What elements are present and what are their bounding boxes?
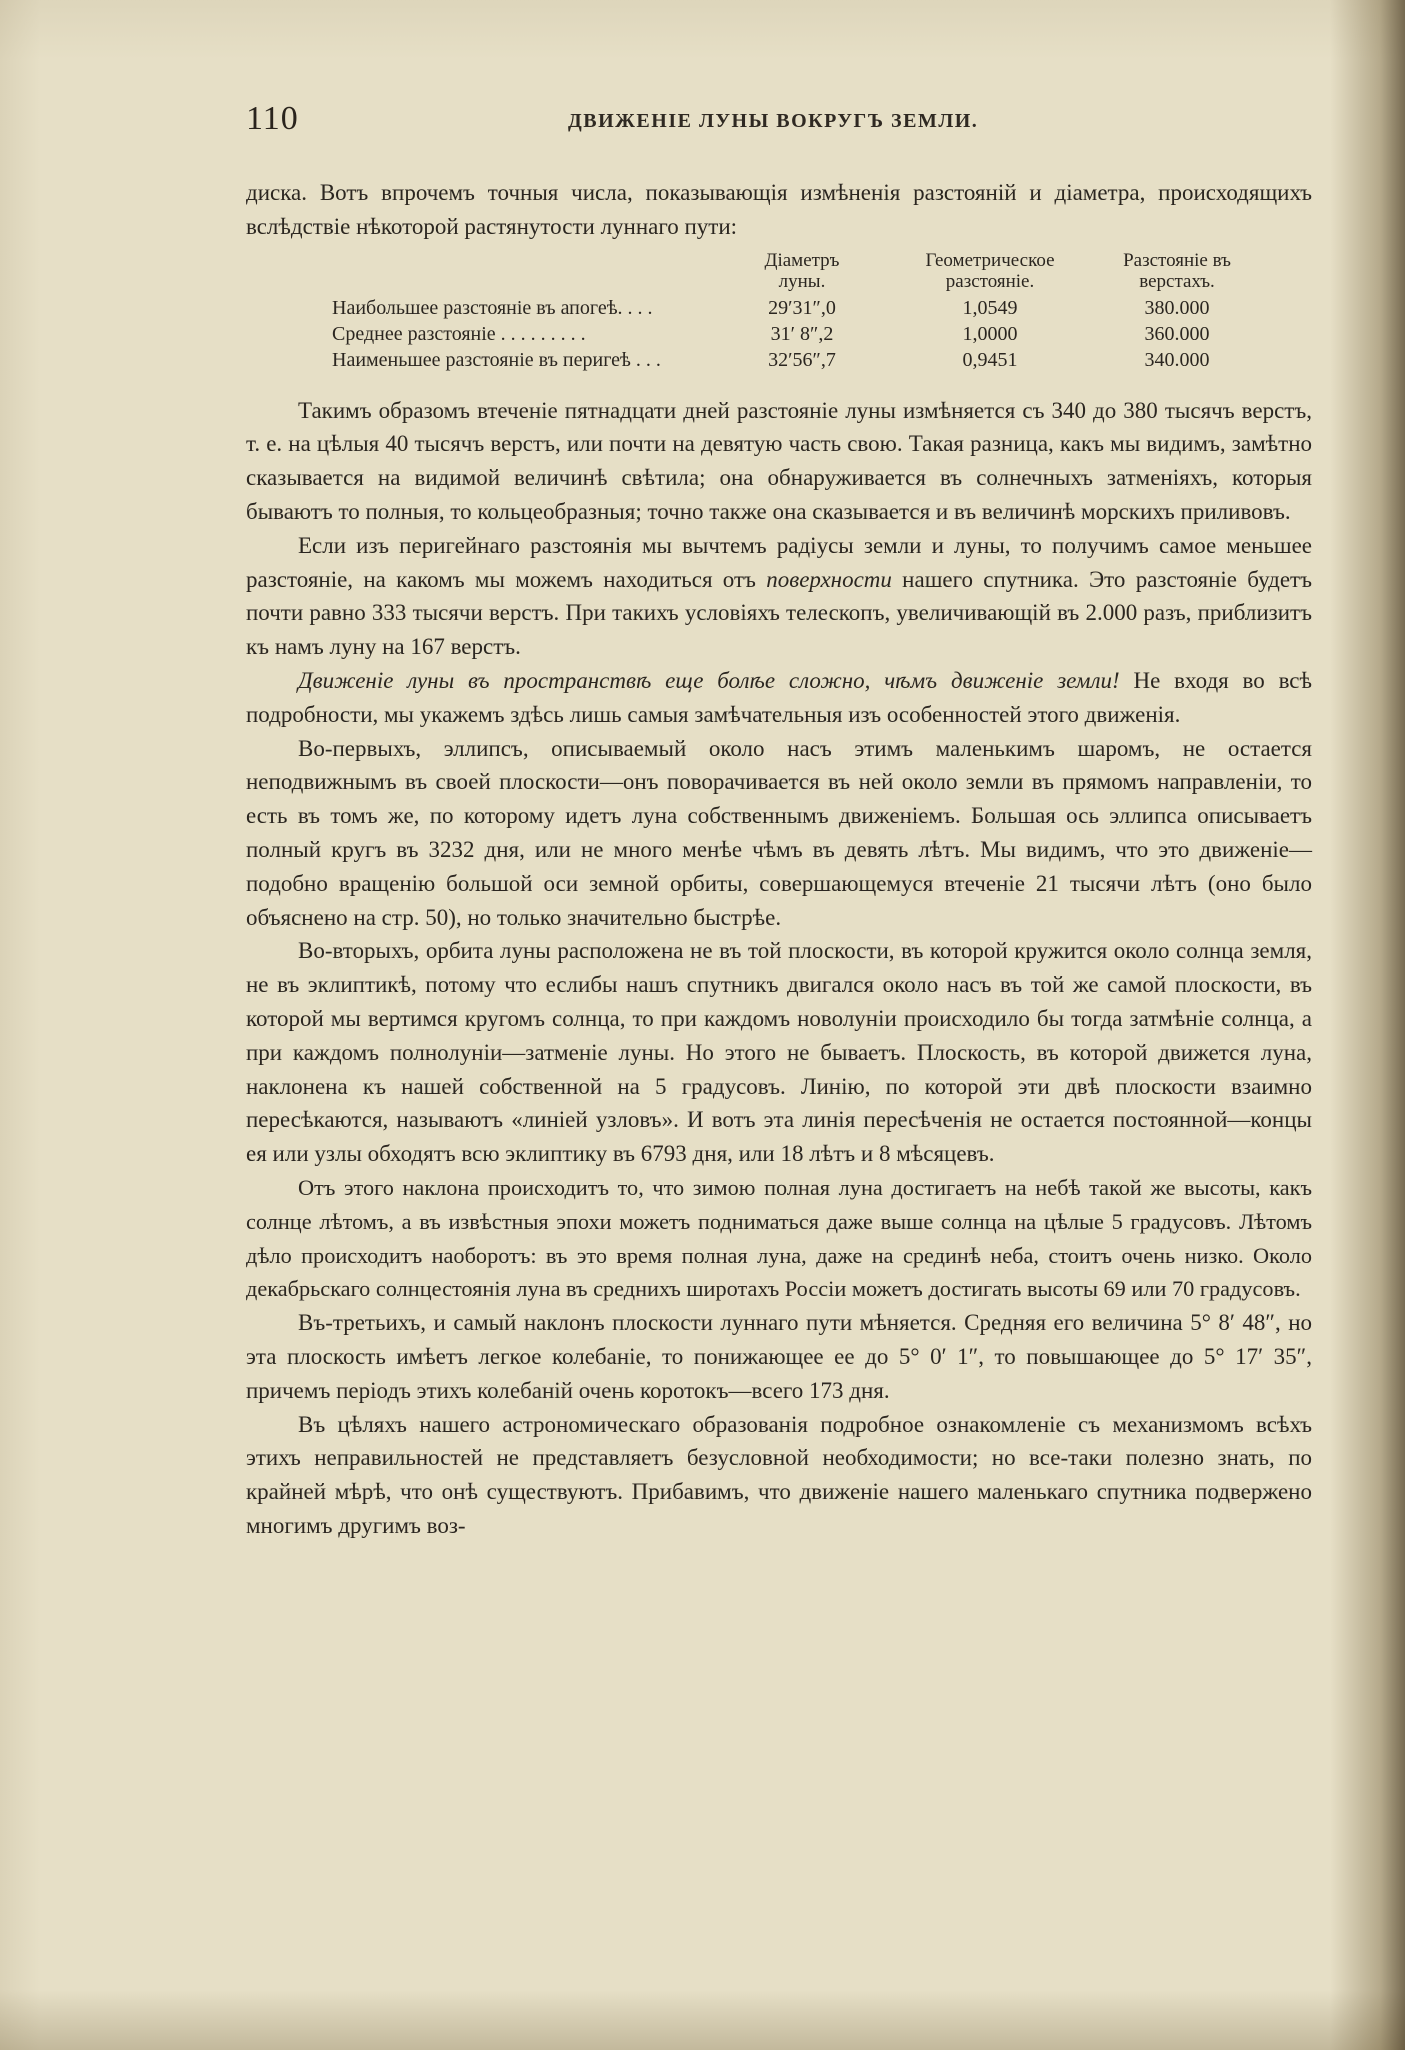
table-row xyxy=(246,350,1312,376)
paragraph: Во-первыхъ, эллипсъ, описываемый около насъ этимъ маленькимъ шаромъ, не остается неподвижнымъ въ своей плоскости—онъ поворачивается въ ней около земли въ прямомъ направленіи, то есть въ томъ же, по которому идетъ луна собственнымъ движеніемъ. Большая ось эллипса описываетъ полный кругъ въ 3232 дня, или не много менѣе чѣмъ въ девять лѣтъ. Мы видимъ, что это движеніе—подобно вращенію большой оси земной орбиты, совершающемуся втеченіе 21 тысячи лѣтъ (оно было объяснено на стр. 50), но только значительно быстрѣе. xyxy=(246,735,1312,930)
paragraph: Въ цѣляхъ нашего астрономическаго образованія подробное ознакомленіе съ механизмомъ всѣхъ этихъ неправильностей не представляетъ безусловной необходимости; но все-таки полезно знать, по крайней мѣрѣ, что онѣ существуютъ. Прибавимъ, что движеніе нашего маленькаго спутника подвержено многимъ другимъ воз- xyxy=(246,1411,1312,1538)
cell-diameter: 32′56″,7 xyxy=(768,348,836,371)
moon-distance-table xyxy=(246,250,1312,386)
paragraph: Въ-третьихъ, и самый наклонъ плоскости луннаго пути мѣняется. Средняя его величина 5° 8′ 48″, но эта плоскость имѣетъ легкое колебаніе, то понижающее ее до 5° 0′ 1″, то повышающее до 5° 17′ 35″, причемъ періодъ этихъ колебаній очень коротокъ—всего 173 дня. xyxy=(246,1310,1312,1403)
page-number: 110 xyxy=(246,100,299,137)
row-label: Среднее разстояніе . . . . . . . . . xyxy=(332,322,586,345)
table-header-diameter: Діаметръ луны. xyxy=(764,249,840,292)
table-row xyxy=(246,324,1312,350)
table-header-geometric: Геометрическое разстояніе. xyxy=(925,249,1055,292)
cell-diameter: 31′ 8″,2 xyxy=(770,322,834,345)
page-header xyxy=(246,100,1312,140)
table-header-versts: Разстояніе въ верстахъ. xyxy=(1123,249,1231,292)
cell-versts: 360.000 xyxy=(1144,322,1210,345)
row-label: Наибольшее разстояніе въ апогеѣ. . . . xyxy=(332,296,653,319)
cell-geometric: 1,0549 xyxy=(962,296,1018,319)
paragraph-text: Если изъ перигейнаго разстоянія мы вычтемъ радіусы земли и луны, то получимъ самое меньшее разстояніе, на какомъ мы можемъ находиться отъ xyxy=(246,532,1312,592)
cell-geometric: 0,9451 xyxy=(962,348,1018,371)
emphasis-text: Движеніе луны въ пространствѣ еще болѣе сложно, чѣмъ движеніе земли! xyxy=(298,667,1120,693)
paragraph xyxy=(246,529,1312,664)
paragraph-text: нашего спутника. Это разстояніе будетъ почти равно 333 тысячи верстъ. При такихъ условіяхъ телескопъ, увеличивающій въ 2.000 разъ, приблизитъ къ намъ луну на 167 верстъ. xyxy=(246,566,1313,660)
running-title: ДВИЖЕНІЕ ЛУНЫ ВОКРУГЪ ЗЕМЛИ. xyxy=(568,110,979,132)
paragraph: Во-вторыхъ, орбита луны расположена не въ той плоскости, въ которой кружится около солнца земля, не въ эклиптикѣ, потому что еслибы нашъ спутникъ двигался около насъ въ той же самой плоскости, въ которой мы вертимся кругомъ солнца, то при каждомъ новолуніи происходило бы тогда затмѣніе солнца, а при каждомъ полнолуніи—затменіе луны. Но этого не бываетъ. Плоскость, въ которой движется луна, наклонена къ нашей собственной на 5 градусовъ. Линію, по которой эти двѣ плоскости взаимно пересѣкаются, называютъ «линіей узловъ». И вотъ эта линія пересѣченія не остается постоянной—концы ея или узлы обходятъ всю эклиптику въ 6793 дня, или 18 лѣтъ и 8 мѣсяцевъ. xyxy=(246,938,1312,1167)
paragraph: Отъ этого наклона происходитъ то, что зимою полная луна достигаетъ на небѣ такой же высоты, какъ солнце лѣтомъ, а въ извѣстныя эпохи можетъ подниматься даже выше солнца на цѣлые 5 градусовъ. Лѣтомъ дѣло происходитъ наоборотъ: въ это время полная луна, даже на срединѣ неба, стоитъ очень низко. Около декабрьскаго солнцестоянія луна въ среднихъ широтахъ Россіи можетъ достигать высоты 69 или 70 градусовъ. xyxy=(246,1174,1312,1302)
table-row xyxy=(246,298,1312,324)
cell-versts: 380.000 xyxy=(1144,296,1210,319)
paragraph xyxy=(246,664,1312,732)
cell-geometric: 1,0000 xyxy=(962,322,1018,345)
cell-diameter: 29′31″,0 xyxy=(768,296,836,319)
cell-versts: 340.000 xyxy=(1144,348,1210,371)
paragraph: Такимъ образомъ втеченіе пятнадцати дней разстояніе луны измѣняется съ 340 до 380 тысячъ верстъ, т. е. на цѣлыя 40 тысячъ верстъ, или почти на девятую часть свою. Такая разница, какъ мы видимъ, замѣтно сказывается на видимой величинѣ свѣтила; она обнаруживается въ солнечныхъ затменіяхъ, которыя бываютъ то полныя, то кольцеобразныя; точно также она сказывается и въ величинѣ морскихъ приливовъ. xyxy=(246,397,1312,524)
paragraph: диска. Вотъ впрочемъ точныя числа, показывающія измѣненія разстояній и діаметра, происходящихъ вслѣдствіе нѣкоторой растянутости луннаго пути: xyxy=(246,180,1312,239)
emphasis-text: поверхности xyxy=(766,566,892,592)
row-label: Наименьшее разстояніе въ перигеѣ . . . xyxy=(332,348,661,371)
page-body xyxy=(246,176,1312,1543)
paragraph-text: Не входя во всѣ подробности, мы укажемъ здѣсь лишь самыя замѣчательныя изъ особенностей этого движенія. xyxy=(246,667,1312,727)
